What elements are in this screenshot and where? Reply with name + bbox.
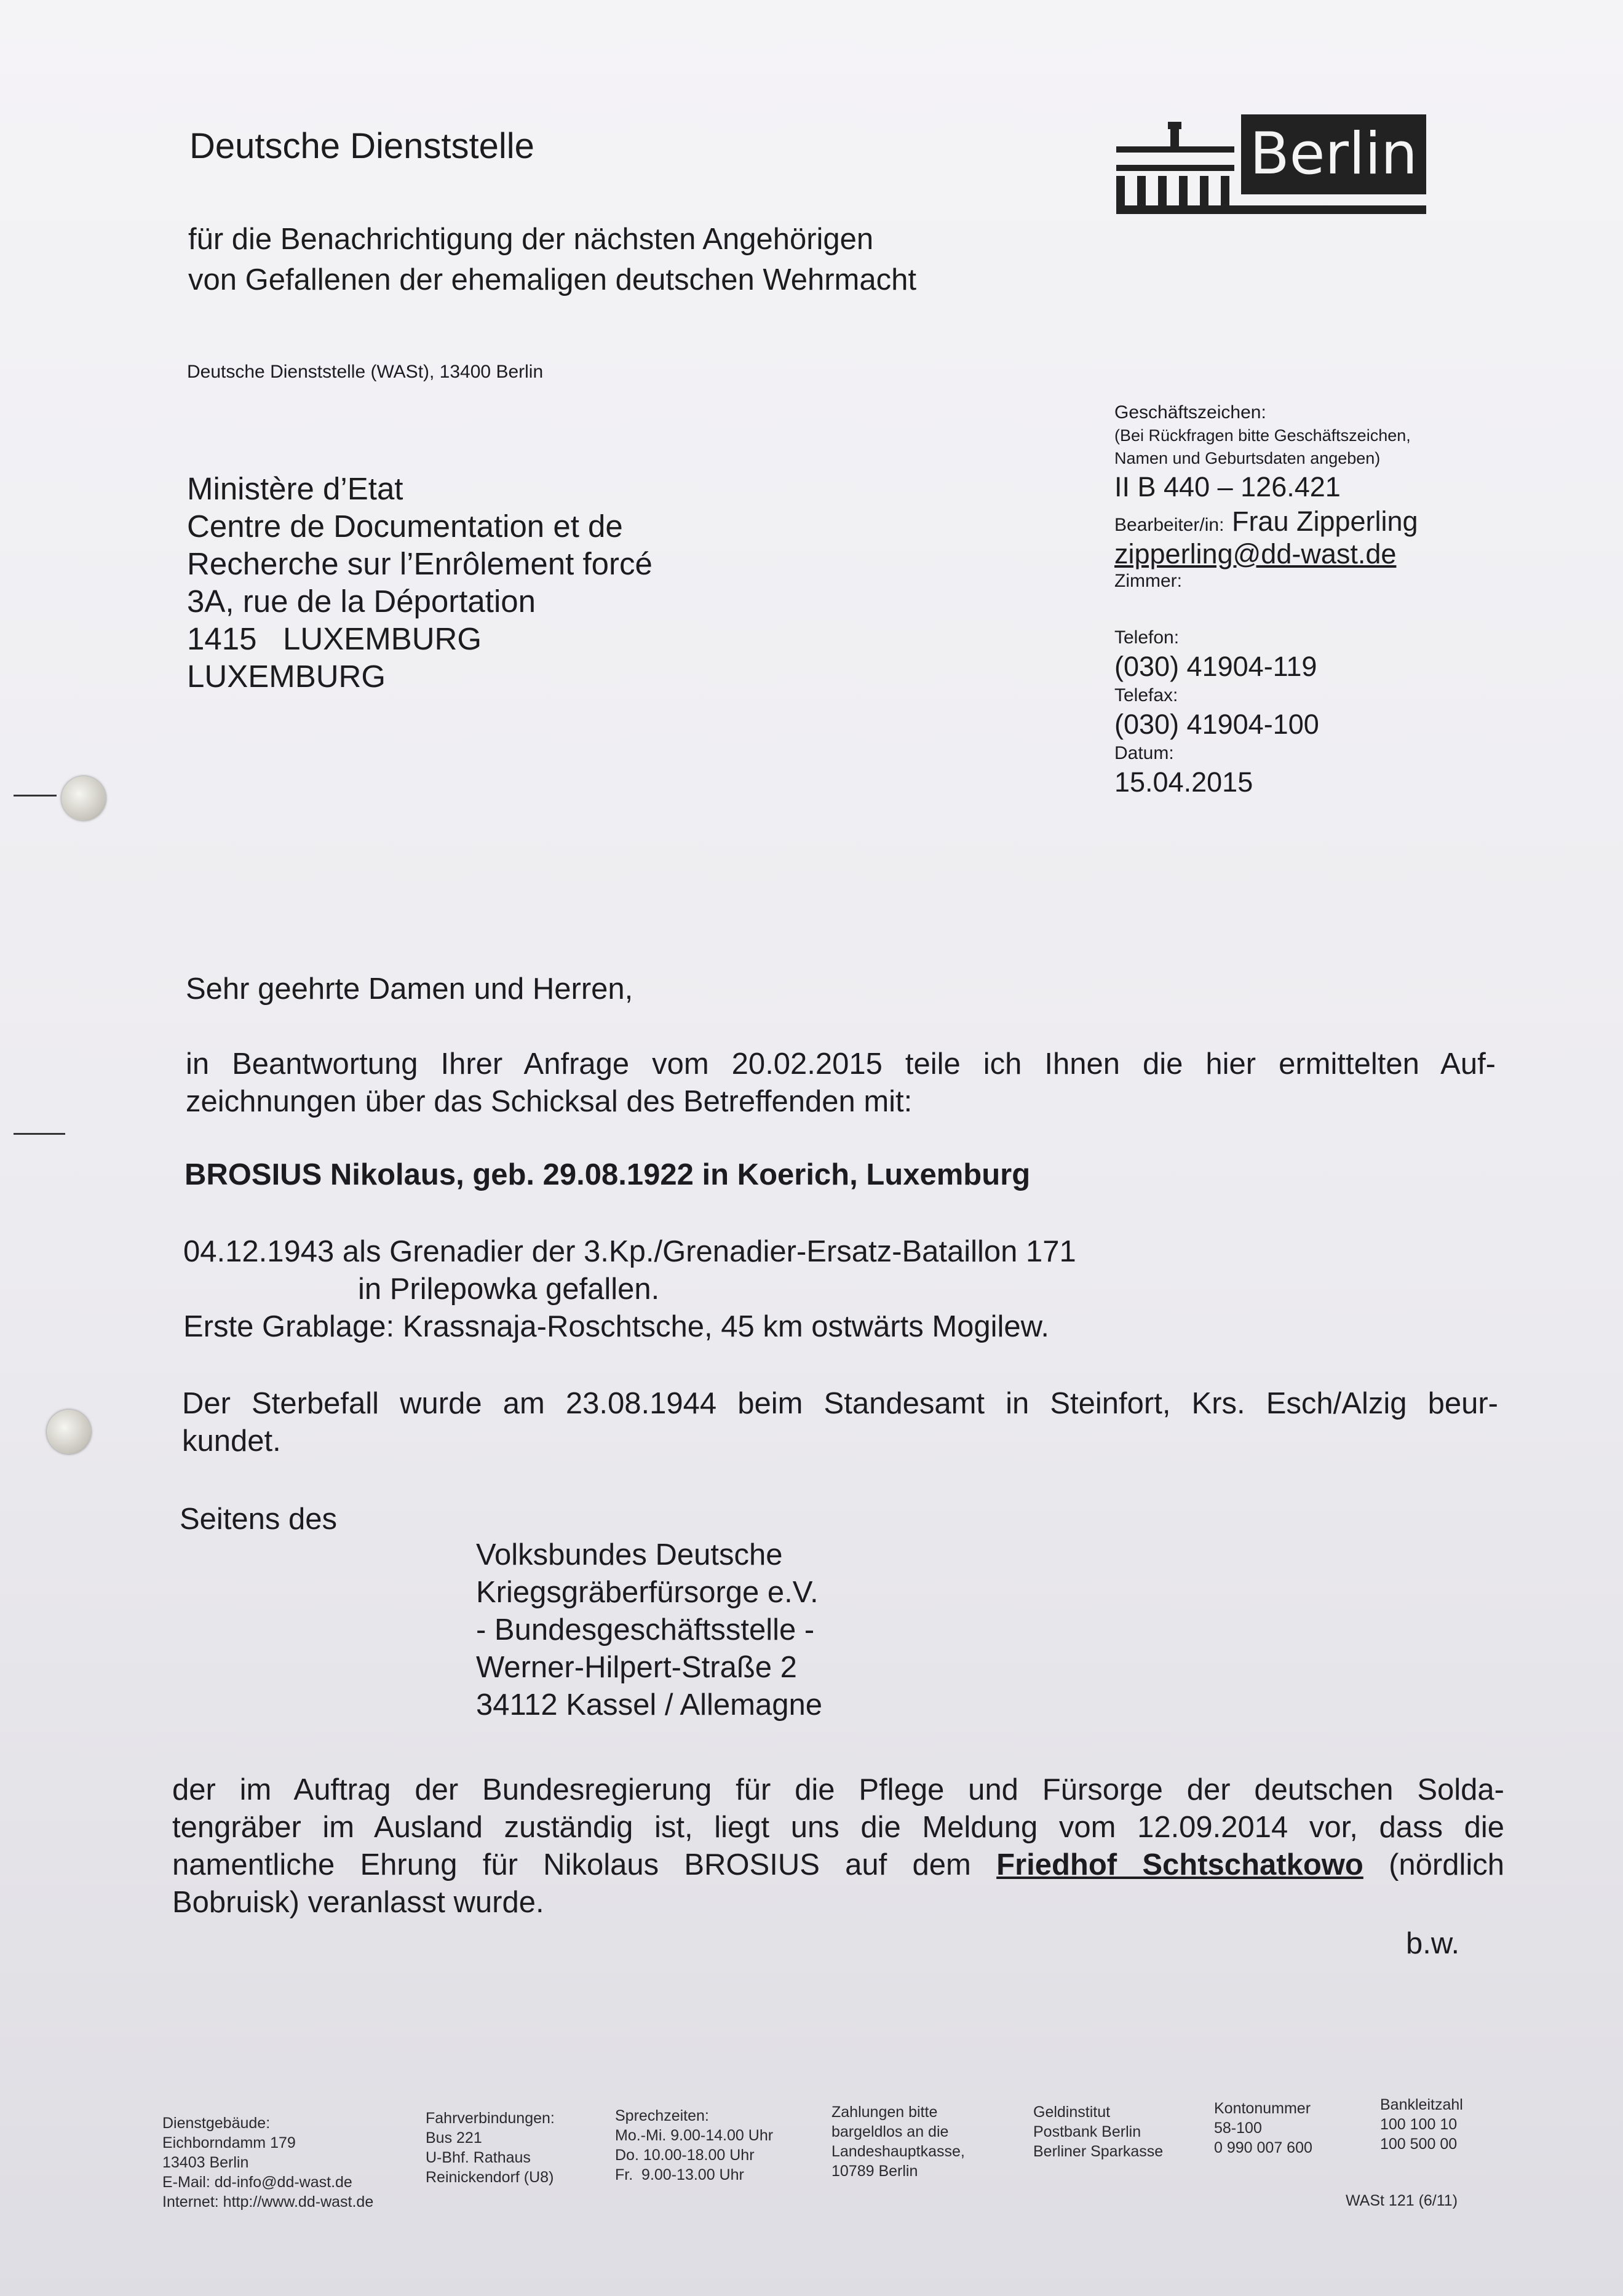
- address-line: - Bundesgeschäftsstelle -: [476, 1613, 815, 1647]
- org-subtitle-line: für die Benachrichtigung der nächsten Angehörigen: [188, 223, 874, 256]
- footer-line: 10789 Berlin: [831, 2163, 918, 2180]
- footer-line: Dienstgebäude:: [162, 2115, 271, 2132]
- footer-transport: [426, 2108, 555, 2187]
- paragraph-line: Bobruisk) veranlasst wurde.: [172, 1886, 544, 1919]
- ref-value: II B 440 – 126.421: [1114, 471, 1341, 502]
- footer-line: Zahlungen bitte: [831, 2103, 938, 2121]
- sender-line: Deutsche Dienststelle (WASt), 13400 Berlin: [187, 362, 544, 382]
- closing-text: (nördlich: [1389, 1848, 1504, 1881]
- footer-line: Bus 221: [426, 2129, 482, 2147]
- footer-line: Berliner Sparkasse: [1033, 2143, 1164, 2160]
- footer-line: Mo.-Mi. 9.00-14.00 Uhr: [615, 2127, 774, 2144]
- recipient-line: Centre de Documentation et de: [187, 509, 623, 544]
- ref-note: Namen und Geburtsdaten angeben): [1114, 449, 1381, 467]
- footer-account: [1214, 2099, 1312, 2158]
- recipient-line: LUXEMBURG: [187, 659, 386, 694]
- seitens-label: Seitens des: [180, 1503, 338, 1536]
- punch-hole: [62, 776, 106, 820]
- berlin-logo: [1116, 114, 1426, 215]
- footer-line: 100 500 00: [1380, 2135, 1458, 2153]
- room-label: Zimmer:: [1114, 571, 1182, 591]
- footer-hours: [615, 2106, 773, 2185]
- volksbund-address: [476, 1536, 822, 1724]
- cemetery-name: Friedhof Schtschatkowo: [996, 1848, 1363, 1881]
- recipient-line: Ministère d’Etat: [187, 471, 403, 506]
- intro-paragraph: [186, 1046, 1496, 1121]
- email-link[interactable]: zipperling@dd-wast.de: [1114, 538, 1397, 570]
- recipient-address: [187, 470, 653, 695]
- footer-payments: [831, 2102, 965, 2181]
- address-line: Kriegsgräberfürsorge e.V.: [476, 1576, 819, 1609]
- recipient-line: 1415 LUXEMBURG: [187, 621, 482, 656]
- org-subtitle-line: von Gefallenen der ehemaligen deutschen Wehrmacht: [188, 263, 916, 296]
- paragraph-line: kundet.: [182, 1424, 281, 1458]
- paragraph-line: der im Auftrag der Bundesregierung für die Pflege und Fürsorge der deutschen Solda-: [172, 1773, 1504, 1806]
- handler-value: Frau Zipperling: [1231, 506, 1418, 537]
- footer-line: Bankleitzahl: [1380, 2096, 1463, 2113]
- address-line: 34112 Kassel / Allemagne: [476, 1688, 822, 1722]
- date-value: 15.04.2015: [1114, 766, 1253, 798]
- footer-line: 58-100: [1214, 2119, 1262, 2137]
- handler-label: Bearbeiter/in:: [1114, 515, 1224, 535]
- footer-line: Landeshauptkasse,: [831, 2143, 965, 2160]
- footer-line: 0 990 007 600: [1214, 2139, 1312, 2156]
- ref-label: Geschäftszeichen:: [1114, 402, 1266, 423]
- ref-note: (Bei Rückfragen bitte Geschäftszeichen,: [1114, 426, 1411, 445]
- footer-line: Sprechzeiten:: [615, 2107, 709, 2124]
- address-line: Werner-Hilpert-Straße 2: [476, 1651, 797, 1684]
- fold-mark: [14, 1133, 65, 1135]
- facts-block: [183, 1233, 1076, 1346]
- salutation: Sehr geehrte Damen und Herren,: [186, 972, 633, 1006]
- paragraph-line: in Beantwortung Ihrer Anfrage vom 20.02.2015 teile ich Ihnen die hier ermittelten Auf-: [186, 1047, 1496, 1081]
- paragraph-line: tengräber im Ausland zuständig ist, liegt uns die Meldung vom 12.09.2014 vor, dass die: [172, 1811, 1504, 1844]
- punch-hole: [47, 1410, 91, 1454]
- footer-email[interactable]: E-Mail: dd-info@dd-wast.de: [162, 2174, 352, 2191]
- footer-line: Reinickendorf (U8): [426, 2169, 554, 2186]
- footer-line: Fahrverbindungen:: [426, 2110, 555, 2127]
- paragraph-line: zeichnungen über das Schicksal des Betreffenden mit:: [186, 1085, 913, 1118]
- footer-line: U-Bhf. Rathaus: [426, 2149, 531, 2166]
- phone-label: Telefon:: [1114, 627, 1180, 648]
- footer-website[interactable]: Internet: http://www.dd-wast.de: [162, 2193, 374, 2211]
- fold-mark: [14, 795, 57, 796]
- org-subtitle: [188, 219, 916, 300]
- logo-text: Berlin: [1241, 114, 1426, 194]
- phone-value: (030) 41904-119: [1114, 651, 1317, 682]
- date-label: Datum:: [1114, 743, 1174, 763]
- paragraph-line: Der Sterbefall wurde am 23.08.1944 beim Standesamt in Steinfort, Krs. Esch/Alzig beur-: [182, 1387, 1498, 1420]
- footer-line: Eichborndamm 179: [162, 2134, 296, 2151]
- fact-line: Erste Grablage: Krassnaja-Roschtsche, 45 km ostwärts Mogilew.: [183, 1310, 1049, 1343]
- footer-line: Postbank Berlin: [1033, 2123, 1141, 2140]
- address-line: Volksbundes Deutsche: [476, 1538, 783, 1571]
- footer-line: Do. 10.00-18.00 Uhr: [615, 2147, 755, 2164]
- recipient-line: Recherche sur l’Enrôlement forcé: [187, 546, 653, 581]
- footer-bank: [1033, 2102, 1163, 2161]
- form-code: WASt 121 (6/11): [1346, 2192, 1458, 2209]
- footer-line: 100 100 10: [1380, 2116, 1458, 2133]
- footer-line: bargeldlos an die: [831, 2123, 949, 2140]
- death-paragraph: [182, 1385, 1498, 1460]
- footer-line: Kontonummer: [1214, 2100, 1311, 2117]
- handler: [1114, 504, 1418, 539]
- fax-label: Telefax:: [1114, 685, 1178, 705]
- closing-text: namentliche Ehrung für Nikolaus BROSIUS auf dem: [172, 1848, 971, 1881]
- recipient-line: 3A, rue de la Déportation: [187, 584, 536, 619]
- footer-blz: [1380, 2095, 1463, 2154]
- fax-value: (030) 41904-100: [1114, 709, 1319, 740]
- subject-line: BROSIUS Nikolaus, geb. 29.08.1922 in Koerich, Luxemburg: [185, 1158, 1031, 1191]
- org-name: Deutsche Dienststelle: [189, 126, 534, 166]
- bw-note: b.w.: [1406, 1927, 1460, 1960]
- closing-paragraph: [172, 1771, 1504, 1921]
- footer-line: Geldinstitut: [1033, 2103, 1111, 2121]
- paragraph-line: [172, 1846, 1504, 1884]
- reference-block: [1114, 401, 1418, 800]
- footer-building: [162, 2113, 373, 2212]
- footer-line: Fr. 9.00-13.00 Uhr: [615, 2166, 744, 2183]
- fact-line: in Prilepowka gefallen.: [358, 1273, 660, 1306]
- footer-line: 13403 Berlin: [162, 2154, 249, 2171]
- fact-line: 04.12.1943 als Grenadier der 3.Kp./Grenadier-Ersatz-Bataillon 171: [183, 1235, 1076, 1268]
